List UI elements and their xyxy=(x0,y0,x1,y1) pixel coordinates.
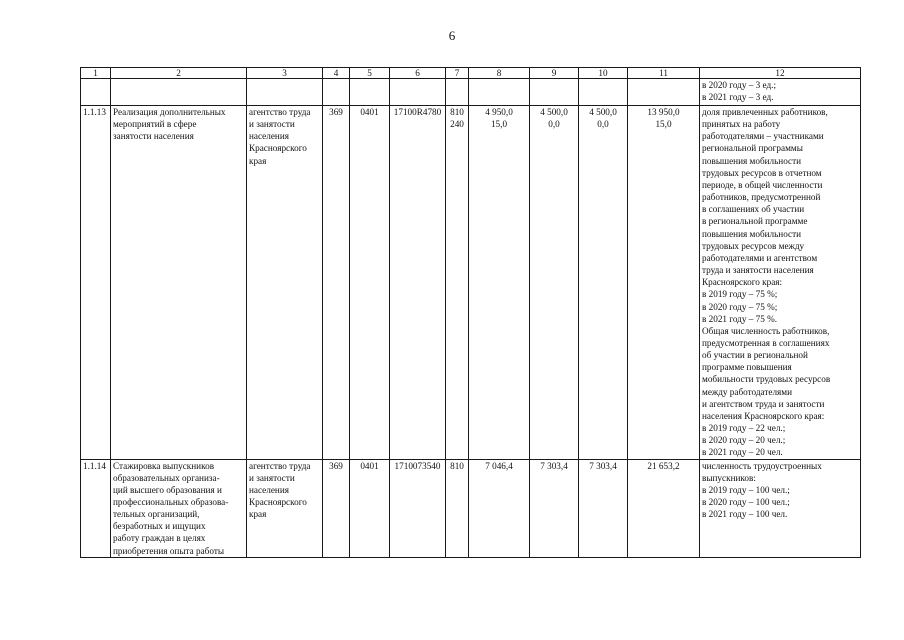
executor-cell: агентство труда и занятости населения Красноярского края xyxy=(247,106,323,460)
column-header: 11 xyxy=(628,68,700,79)
table-row xyxy=(81,459,861,557)
amount-total-cell: 21 653,2 xyxy=(628,459,700,557)
column-header: 4 xyxy=(323,68,350,79)
column-header: 9 xyxy=(530,68,579,79)
amount-2019-cell: 7 046,4 xyxy=(469,459,530,557)
column-number-row xyxy=(81,68,861,79)
column-header: 1 xyxy=(81,68,111,79)
column-header: 5 xyxy=(350,68,390,79)
amount-2020-cell: 7 303,4 xyxy=(530,459,579,557)
item-number-cell: 1.1.14 xyxy=(81,459,111,557)
amount-2019-cell: 4 950,0 15,0 xyxy=(469,106,530,460)
column-header: 8 xyxy=(469,68,530,79)
item-number-cell: 1.1.13 xyxy=(81,106,111,460)
vr-code-cell: 810 240 xyxy=(446,106,469,460)
csr-code-cell: 17100R4780 xyxy=(390,106,446,460)
executor-cell: агентство труда и занятости населения Красноярского края xyxy=(247,459,323,557)
amount-total-cell: 13 950,0 15,0 xyxy=(628,106,700,460)
rzpr-code-cell: 0401 xyxy=(350,459,390,557)
amount-2021-cell: 4 500,0 0,0 xyxy=(579,106,628,460)
amount-2021-cell: 7 303,4 xyxy=(579,459,628,557)
vr-code-cell: 810 xyxy=(446,459,469,557)
activity-name-cell: Реализация дополнительных мероприятий в сфере занятости населения xyxy=(111,106,247,460)
csr-code-cell: 1710073540 xyxy=(390,459,446,557)
column-header: 12 xyxy=(700,68,861,79)
program-activities-table xyxy=(80,67,861,558)
result-indicator-cell: в 2020 году – 3 ед.; в 2021 году – 3 ед. xyxy=(700,79,861,106)
continuation-row xyxy=(81,79,861,106)
rzpr-code-cell: 0401 xyxy=(350,106,390,460)
table-row xyxy=(81,106,861,460)
column-header: 6 xyxy=(390,68,446,79)
activity-name-cell: Стажировка выпускников образовательных организа- ций высшего образования и профессиональных образова- тельных организаций, безработных и ищущих работу граждан в целях приобретения опыта работы xyxy=(111,459,247,557)
grbs-code-cell: 369 xyxy=(323,459,350,557)
amount-2020-cell: 4 500,0 0,0 xyxy=(530,106,579,460)
column-header: 7 xyxy=(446,68,469,79)
result-indicator-cell: доля привлеченных работников, принятых на работу работодателями – участниками региональной программы повышения мобильности трудовых ресурсов в отчетном периоде, в общей численности работников, предусмотренной в соглашениях об участии в региональной программе повышения мобильности трудовых ресурсов между работодателями и агентством труда и занятости населения Красноярского края: в 2019 году – 75 %; в 2020 году – 75 %; в 2021 году – 75 %. Общая численность работников, предусмотренная в соглашениях об участии в региональной программе повышения мобильности трудовых ресурсов между работодателями и агентством труда и занятости населения Красноярского края: в 2019 году – 22 чел.; в 2020 году – 20 чел.; в 2021 году – 20 чел. xyxy=(700,106,861,460)
page-number: 6 xyxy=(448,28,456,43)
column-header: 3 xyxy=(247,68,323,79)
column-header: 2 xyxy=(111,68,247,79)
grbs-code-cell: 369 xyxy=(323,106,350,460)
result-indicator-cell: численность трудоустроенных выпускников: в 2019 году – 100 чел.; в 2020 году – 100 чел.; в 2021 году – 100 чел. xyxy=(700,459,861,557)
column-header: 10 xyxy=(579,68,628,79)
